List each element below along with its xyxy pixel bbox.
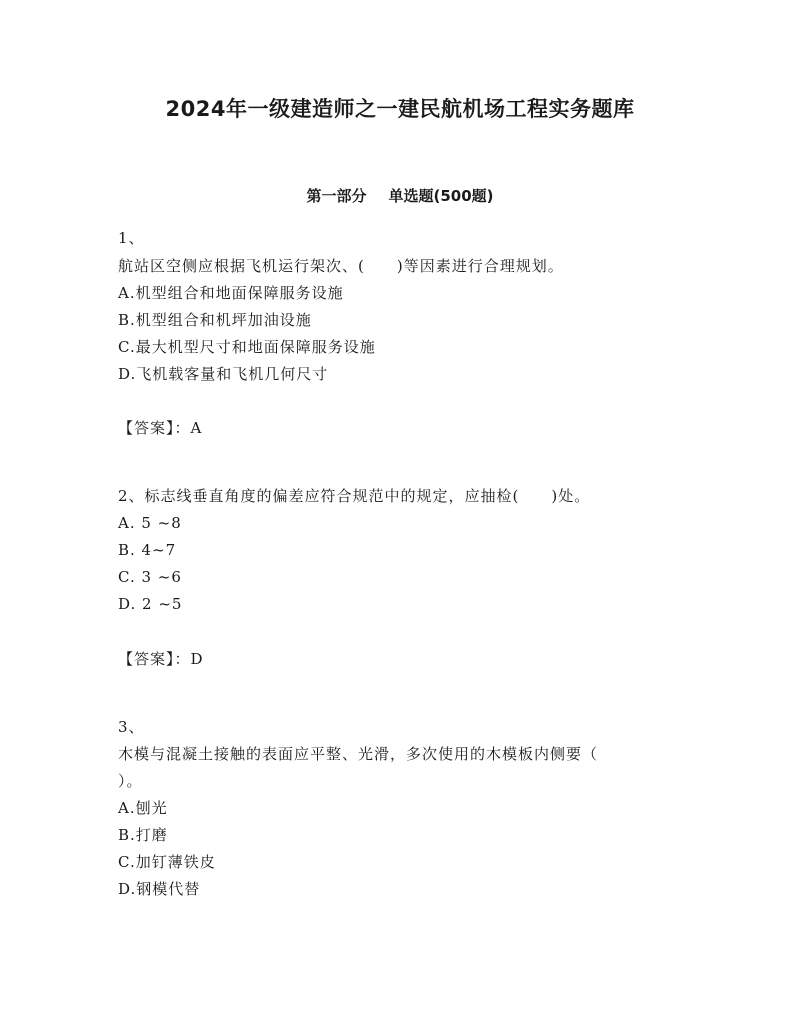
option-c: C. 3 ~6 — [118, 568, 182, 586]
answer: 【答案】：A — [118, 419, 203, 437]
section-part: 第一部分 — [306, 187, 367, 205]
question-number: 3、 — [118, 718, 145, 736]
option-d: D.飞机载客量和飞机几何尺寸 — [118, 365, 329, 383]
answer: 【答案】：D — [118, 650, 204, 668]
option-c: C.加钉薄铁皮 — [118, 853, 216, 871]
option-b: B.打磨 — [118, 826, 168, 844]
question-stem-line-2: ）。 — [118, 772, 143, 790]
option-b: B. 4~7 — [118, 541, 177, 559]
question-number: 1、 — [118, 229, 145, 247]
option-d: D. 2 ~5 — [118, 595, 183, 613]
option-a: A.机型组合和地面保障服务设施 — [118, 284, 344, 302]
section-heading — [0, 185, 800, 206]
option-a: A.刨光 — [118, 799, 168, 817]
question-stem-line-1: 木模与混凝土接触的表面应平整、光滑，多次使用的木模板内侧要（ — [118, 745, 599, 763]
option-a: A. 5 ~8 — [118, 514, 182, 532]
option-b: B.机型组合和机坪加油设施 — [118, 311, 312, 329]
option-c: C.最大机型尺寸和地面保障服务设施 — [118, 338, 376, 356]
option-d: D.钢模代替 — [118, 880, 201, 898]
question-stem: 2、标志线垂直角度的偏差应符合规范中的规定，应抽检( )处。 — [118, 487, 591, 505]
question-stem: 航站区空侧应根据飞机运行架次、( )等因素进行合理规划。 — [118, 257, 564, 275]
document-title: 2024年一级建造师之一建民航机场工程实务题库 — [165, 97, 635, 121]
section-name: 单选题(500题) — [388, 187, 494, 205]
